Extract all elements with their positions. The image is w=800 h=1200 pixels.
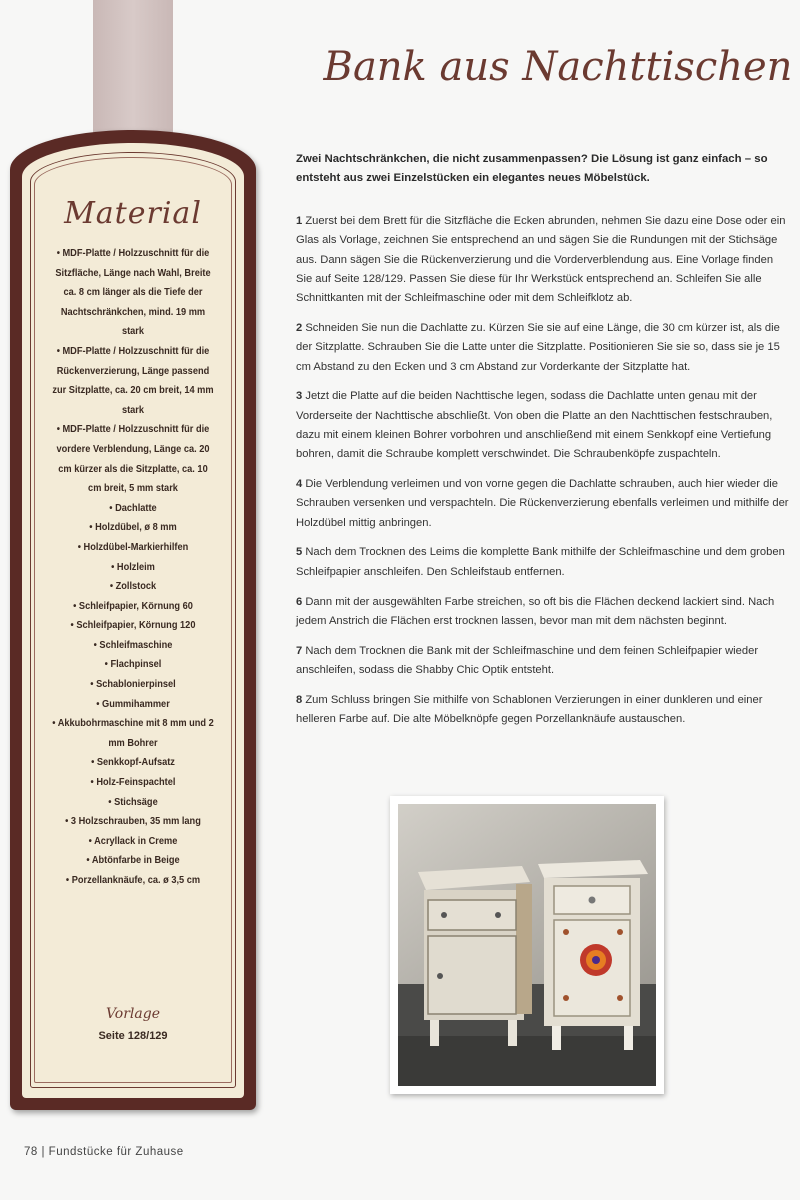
material-item: • Zollstock: [51, 577, 215, 597]
material-item: • Holz-Feinspachtel: [51, 773, 215, 793]
step-text: Schneiden Sie nun die Dachlatte zu. Kürzen Sie sie auf eine Länge, die 30 cm kürzer ist, als die der Sitzplatte. Schrauben Sie die Latte unter die Sitzplatte. Positionieren Sie sie so, dass sie je 15 cm Abstand zu den Ecken und 3 cm Abstand zur Vorderkante der Sitzplatte hat.: [296, 321, 780, 373]
material-item: • MDF-Platte / Holzzuschnitt für die Rückenverzierung, Länge passend zur Sitzplatte, ca. 20 cm breit, 14 mm stark: [51, 342, 215, 420]
step-text: Jetzt die Platte auf die beiden Nachttische legen, sodass die Dachlatte unten genau mit der Vorderseite der Nachttische abschließt. Von oben die Platte an den Nachttischen festschrauben, dazu mit einem kleinen Bohrer vorbohren und anschließend mit einem Senkkopf eine Vertiefung bohren, damit die Schraube komplett verschwindet. Die Schraubenköpfe zuspachteln.: [296, 390, 773, 461]
step-number: 6: [296, 595, 303, 608]
material-heading: Material: [64, 196, 202, 231]
instruction-step: [296, 691, 792, 730]
step-number: 5: [296, 546, 303, 559]
step-number: 4: [296, 478, 303, 491]
step-number: 7: [296, 644, 303, 657]
material-item: • Schleifpapier, Körnung 60: [51, 597, 215, 617]
material-item: • 3 Holzschrauben, 35 mm lang: [51, 812, 215, 832]
instruction-step: [296, 543, 792, 582]
step-text: Die Verblendung verleimen und von vorne gegen die Dachlatte schrauben, auch hier wieder die Schrauben versenken und verspachteln. Die Rückenverzierung ebenfalls verleimen und mithilfe der Holzdübel mittig anbringen.: [296, 478, 789, 529]
nightstands-illustration: [398, 804, 656, 1086]
material-item: • Gummihammer: [51, 695, 215, 715]
material-item: • Senkkopf-Aufsatz: [51, 753, 215, 773]
material-item: • Stichsäge: [51, 793, 215, 813]
vorlage-label: Vorlage: [105, 1006, 161, 1022]
step-text: Nach dem Trocknen des Leims die komplette Bank mithilfe der Schleifmaschine und dem groben Schleifpapier anschleifen. Den Schleifstaub entfernen.: [296, 546, 785, 578]
material-item: • Abtönfarbe in Beige: [51, 851, 215, 871]
instruction-steps: [296, 212, 792, 740]
vorlage-reference: Seite 128/129: [98, 1030, 168, 1042]
intro-text: Zwei Nachtschränkchen, die nicht zusammenpassen? Die Lösung ist ganz einfach – so entsteht aus zwei Einzelstücken ein elegantes neues Möbelstück.: [296, 153, 768, 184]
instruction-step: [296, 642, 792, 681]
material-item: • Acryllack in Creme: [51, 832, 215, 852]
material-item: • Holzleim: [51, 558, 215, 578]
step-number: 3: [296, 390, 303, 403]
step-text: Zum Schluss bringen Sie mithilfe von Schablonen Verzierungen in einer dunkleren und einer helleren Farbe auf. Die alte Möbelknöpfe gegen Porzellanknäufe austauschen.: [296, 693, 763, 726]
step-number: 2: [296, 321, 303, 334]
decorative-ribbon: [93, 0, 173, 150]
instruction-step: [296, 475, 792, 533]
material-list: [51, 244, 215, 891]
step-number: 8: [296, 693, 303, 706]
instruction-step: [296, 319, 792, 377]
material-item: • Flachpinsel: [51, 655, 215, 675]
page-title: Bank aus Nachttischen: [323, 44, 793, 90]
material-item: • Dachlatte: [51, 499, 215, 519]
material-item: • MDF-Platte / Holzzuschnitt für die Sitzfläche, Länge nach Wahl, Breite ca. 8 cm länger als die Tiefe der Nachtschränkchen, mind. 19 mm stark: [51, 244, 215, 342]
material-item: • Schablonierpinsel: [51, 675, 215, 695]
material-item: • MDF-Platte / Holzzuschnitt für die vordere Verblendung, Länge ca. 20 cm kürzer als die Sitzplatte, ca. 10 cm breit, 5 mm stark: [51, 420, 215, 498]
material-item: • Schleifpapier, Körnung 120: [51, 616, 215, 636]
instruction-step: [296, 593, 792, 632]
step-text: Dann mit der ausgewählten Farbe streichen, so oft bis die Flächen deckend lackiert sind. Nach jedem Anstrich die Flächen erst trocknen lassen, bevor man mit dem nächsten beginnt.: [296, 595, 775, 627]
nightstands-photo: [390, 796, 664, 1094]
step-number: 1: [296, 215, 303, 227]
step-text: Nach dem Trocknen die Bank mit der Schleifmaschine und dem feinen Schleifpapier wieder anschleifen, sodass die Shabby Chic Optik entsteht.: [296, 644, 759, 676]
material-item: • Holzdübel, ø 8 mm: [51, 518, 215, 538]
instruction-step: [296, 212, 792, 308]
material-item: • Porzellanknäufe, ca. ø 3,5 cm: [51, 871, 215, 891]
material-item: • Schleifmaschine: [51, 636, 215, 656]
page-footer: 78 | Fundstücke für Zuhause: [24, 1146, 184, 1158]
material-item: • Holzdübel-Markierhilfen: [51, 538, 215, 558]
step-text: Zuerst bei dem Brett für die Sitzfläche die Ecken abrunden, nehmen Sie dazu eine Dose oder ein Glas als Vorlage, zeichnen Sie entsprechend an und sägen Sie die Rundungen mit der Stichsäge aus. Dann sägen Sie die Rückenverzierung und die Vorderverblendung aus. Eine Vorlage finden Sie auf Seite 128/129. Passen Sie diese für Ihr Werkstück entsprechend an. Schleifen Sie alle Schnittkanten mit der Schleifmaschine oder mit dem Schleifklotz ab.: [296, 215, 786, 305]
material-item: • Akkubohrmaschine mit 8 mm und 2 mm Bohrer: [51, 714, 215, 753]
instruction-step: [296, 387, 792, 464]
